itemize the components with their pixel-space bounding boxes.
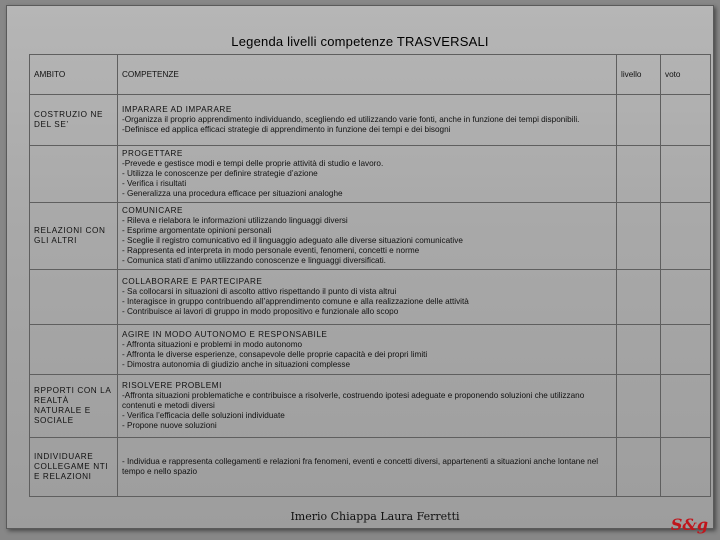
- voto-cell: [661, 325, 711, 375]
- competence-line: - Propone nuove soluzioni: [122, 421, 217, 430]
- livello-cell: [617, 375, 661, 438]
- competence-line: - Affronta le diverse esperienze, consapevole delle proprie capacità e dei propri limiti: [122, 349, 428, 359]
- ambito-cell: [30, 325, 118, 375]
- competence-line: - Verifica l’efficacia delle soluzioni individuate: [122, 411, 285, 420]
- ambito-cell: [30, 270, 118, 325]
- voto-cell: [661, 375, 711, 438]
- competence-cell: [118, 146, 617, 203]
- competence-line: - Contribuisce ai lavori di gruppo in modo propositivo e funzionale allo scopo: [122, 307, 399, 316]
- voto-cell: [661, 438, 711, 497]
- livello-cell: [617, 325, 661, 375]
- livello-cell: [617, 146, 661, 203]
- competence-line: - Utilizza le conoscenze per definire strategie d’azione: [122, 169, 318, 178]
- table-row: [30, 375, 711, 438]
- ambito-cell: COSTRUZIO NE DEL SE’: [30, 95, 118, 146]
- voto-cell: [661, 203, 711, 270]
- competence-cell: [118, 375, 617, 438]
- voto-cell: [661, 270, 711, 325]
- table-row: [30, 438, 711, 497]
- voto-cell: [661, 95, 711, 146]
- competence-cell: [118, 325, 617, 375]
- competence-title: RISOLVERE PROBLEMI: [122, 381, 222, 390]
- header-voto: voto: [661, 55, 711, 95]
- ambito-cell: [30, 146, 118, 203]
- header-competenze: COMPETENZE: [118, 55, 617, 95]
- competence-title: AGIRE IN MODO AUTONOMO E RESPONSABILE: [122, 329, 328, 339]
- voto-cell: [661, 146, 711, 203]
- ambito-cell: RELAZIONI CON GLI ALTRI: [30, 203, 118, 270]
- table-row: [30, 95, 711, 146]
- table-row: [30, 270, 711, 325]
- competence-line: - Dimostra autonomia di giudizio anche in situazioni complesse: [122, 359, 350, 369]
- table-row: [30, 146, 711, 203]
- footer-authors: Imerio Chiappa Laura Ferretti: [290, 510, 460, 523]
- competence-line: - Sa collocarsi in situazioni di ascolto attivo rispettando il punto di vista altrui: [122, 287, 397, 296]
- competence-line: - Individua e rappresenta collegamenti e relazioni fra fenomeni, eventi e concetti diversi, appartenenti a situazioni anche lontane nel tempo e nello spazio: [122, 457, 599, 476]
- table-row: [30, 325, 711, 375]
- ambito-cell: RPPORTI CON LA REALTÀ NATURALE E SOCIALE: [30, 375, 118, 438]
- competence-line: - Interagisce in gruppo contribuendo all’apprendimento comune e alla realizzazione delle attività: [122, 297, 469, 306]
- competence-title: COLLABORARE E PARTECIPARE: [122, 277, 263, 286]
- competence-line: - Sceglie il registro comunicativo ed il linguaggio adeguato alle diverse situazioni comunicative: [122, 236, 463, 245]
- livello-cell: [617, 270, 661, 325]
- competence-table: [29, 54, 711, 497]
- competence-line: - Verifica i risultati: [122, 179, 187, 188]
- competence-line: - Comunica stati d’animo utilizzando conoscenze e linguaggi diversificati.: [122, 256, 386, 265]
- logo: S&g: [670, 515, 708, 534]
- competence-cell: [118, 203, 617, 270]
- competence-line: -Organizza il proprio apprendimento individuando, scegliendo ed utilizzando varie fonti, anche in funzione dei tempi disponibili.: [122, 115, 580, 124]
- competence-title: COMUNICARE: [122, 206, 183, 215]
- competence-title: IMPARARE AD IMPARARE: [122, 105, 232, 114]
- livello-cell: [617, 95, 661, 146]
- competence-line: -Prevede e gestisce modi e tempi delle proprie attività di studio e lavoro.: [122, 159, 384, 168]
- ambito-cell: INDIVIDUARE COLLEGAME NTI E RELAZIONI: [30, 438, 118, 497]
- competence-cell: [118, 95, 617, 146]
- header-ambito: AMBITO: [30, 55, 118, 95]
- competence-cell: [118, 270, 617, 325]
- table-row: [30, 203, 711, 270]
- competence-line: - Affronta situazioni e problemi in modo autonomo: [122, 339, 303, 349]
- competence-line: - Esprime argomentate opinioni personali: [122, 226, 272, 235]
- competence-line: - Rappresenta ed interpreta in modo personale eventi, fenomeni, concetti e norme: [122, 246, 420, 255]
- competence-line: - Generalizza una procedura efficace per situazioni analoghe: [122, 189, 343, 198]
- competence-line: -Definisce ed applica efficaci strategie di apprendimento in funzione dei tempi e dei bisogni: [122, 125, 451, 134]
- competence-title: PROGETTARE: [122, 149, 183, 158]
- competence-cell: [118, 438, 617, 497]
- livello-cell: [617, 203, 661, 270]
- competence-line: -Affronta situazioni problematiche e contribuisce a risolverle, costruendo ipotesi adeguate e proponendo soluzioni che utilizzano contenuti e metodi diversi: [122, 391, 585, 410]
- table-header-row: [30, 55, 711, 95]
- header-livello: livello: [617, 55, 661, 95]
- competence-line: - Rileva e rielabora le informazioni utilizzando linguaggi diversi: [122, 216, 348, 225]
- page-title: Legenda livelli competenze TRASVERSALI: [231, 34, 489, 49]
- livello-cell: [617, 438, 661, 497]
